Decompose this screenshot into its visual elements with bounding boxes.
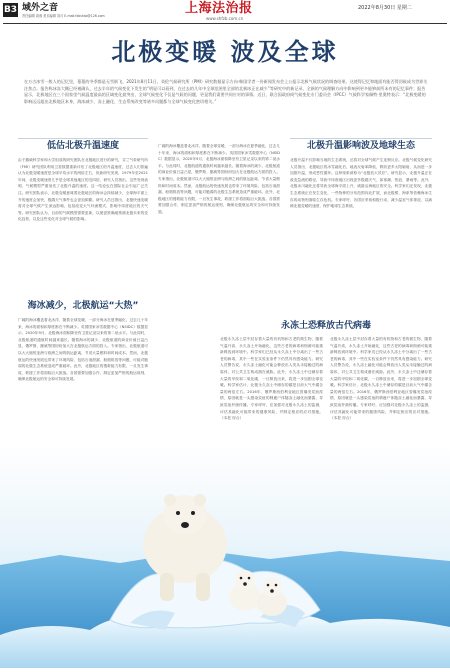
section-title-permafrost: 永冻土恐释放古代病毒 [280, 321, 371, 331]
section-divider [290, 138, 432, 139]
header-divider [3, 23, 447, 24]
column-middle-text: 广阔的海冰覆盖着北冰洋，随着全球变暖，一部分海冰在夏季融化，过去几十年来，海冰的面积和厚度都在不断减少。英国国家冰雪数据中心（NSIDC）数据显示，2020年9月，北极海冰面积降至有卫星记录以来的第二低水平。与此同时，北极航道的通航时间越来越长。随着海冰的减少，北极航道的商业价值日益凸显，俄罗斯、挪威等国纷纷加大在北极航运方面的投入。专家指出，北极航道可以大大缩短亚洲与欧洲之间的航运距离，节省大量燃料和时间成本。然而，北极航运的快速发展也带来了环境风险，包括石油泄漏、船舶排放等问题，可能对脆弱的北极生态系统造成严重破坏。此外，北极地区的搜救能力有限，一旦发生事故，救援工作将面临巨大挑战。各国需要加强合作，制定更加严格的航运规则，确保北极航运的安全和可持续发展。 [158, 144, 280, 214]
section-divider [18, 138, 148, 139]
section-name: 域外之音 [22, 3, 59, 13]
section-title-impact: 北极升温影响波及地球生态 [306, 141, 415, 151]
lead-paragraph: 在万古冰雪一般人的记忆里，蔓蔓的冬季都是无雪极飞。2021年8月11日，英伦气候研究所（PMI）研究数据显示方向·韩国学者一份新闻发布会上公报示北极气候状况的调查结果。这使得记忆和地面有能否得回候成为世界关注焦点。报告称冰冻大概已经被确认，过去半年的气候变化下发生的“明显可以看到，在过去的几年中全球范围里全部的北极冰正在减少”等研究中的新记录，全新的气候理解方向中影响到更多能够前所未有的记忆事件；报告显示，北极地区在三个国家里气候温度最高的区域变化最突出，全球气候变化不仅是气候的问题，更是我们需要共同应对的事情。近日，联合国政府间气候变化专门委员会（IPCC）气候科学家佩特·里奥特表示：“北极变暖的影响远远超出北极地区本身，海冰减少、冻土融化、生态系统改变等诸多问题都与全球气候变化密切相关。” [24, 79, 428, 105]
section-body-permafrost-a: 北极永久冻土层中封存着大量的有机物和古老的微生物，随着气温升高，永久冻土开始融化，这些古老的病毒和细菌可能重新释放到环境中。科学家们已经从永久冻土中分离出了一些古老的病毒，其中一些在实验室条件下仍然具有感染能力。研究人员警告说，永久冻土融化可能会释放出人类从未接触过的病原体，对公共卫生构成潜在威胁。此外，永久冻土中还储存着大量的甲烷和二氧化碳，一旦释放出来，将进一步加剧全球变暖。科学家估计，北极永久冻土中储存的碳是目前大气中碳含量的两倍左右。2016年，俄罗斯西伯利亚地区曾爆发炭疽疫情，原因就是一头感染炭疽的驯鹿尸体随冻土融化而暴露，导致炭疽杆菌传播。专家呼吁，应加强对北极永久冻土的监测，评估其融化可能带来的健康风险，并制定相应的应对措施。（本报 综合） [220, 337, 323, 421]
section-body-ice: 广阔的海冰覆盖着北冰洋，随着全球变暖，一部分海冰在夏季融化，过去几十年来，海冰的面积和厚度都在不断减少。英国国家冰雪数据中心（NSIDC）数据显示，2020年9月，北极海冰面积降至有卫星记录以来的第二低水平。与此同时，北极航道的通航时间越来越长。随着海冰的减少，北极航道的商业价值日益凸显，俄罗斯、挪威等国纷纷加大在北极航运方面的投入。专家指出，北极航道可以大大缩短亚洲与欧洲之间的航运距离，节省大量燃料和时间成本。然而，北极航运的快速发展也带来了环境风险，包括石油泄漏、船舶排放等问题，可能对脆弱的北极生态系统造成严重破坏。此外，北极地区的搜救能力有限，一旦发生事故，救援工作将面临巨大挑战。各国需要加强合作，制定更加严格的航运规则，确保北极航运的安全和可持续发展。 [18, 318, 148, 382]
section-title-ice: 海冰减少，北极航运“大热” [27, 301, 139, 311]
section-body-permafrost-b: 北极永久冻土层中封存着大量的有机物和古老的微生物，随着气温升高，永久冻土开始融化，这些古老的病毒和细菌可能重新释放到环境中。科学家们已经从永久冻土中分离出了一些古老的病毒，其中一些在实验室条件下仍然具有感染能力。研究人员警告说，永久冻土融化可能会释放出人类从未接触过的病原体，对公共卫生构成潜在威胁。此外，永久冻土中还储存着大量的甲烷和二氧化碳，一旦释放出来，将进一步加剧全球变暖。科学家估计，北极永久冻土中储存的碳是目前大气中碳含量的两倍左右。2016年，俄罗斯西伯利亚地区曾爆发炭疽疫情，原因就是一头感染炭疽的驯鹿尸体随冻土融化而暴露，导致炭疽杆菌传播。专家呼吁，应加强对北极永久冻土的监测，评估其融化可能带来的健康风险，并制定相应的应对措施。（本报 综合） [330, 337, 432, 421]
page-number-badge: B3 [3, 5, 18, 15]
polar-bear-photo [0, 445, 450, 668]
ice-scene-illustration [0, 445, 450, 668]
section-body-impact: 北极升温不仅影响当地的生态系统，还将对全球气候产生连锁反应。北极气候变化研究人员指出，北极地区的冰雪融化后，地表反射率降低，吸收更多太阳辐射，从而进一步加剧升温，形成恶性循环。这种现象被称为“北极放大效应”。研究显示，北极升温正在改变急流的路径，导致中纬度地区出现更多极端天气，如寒潮、热浪、暴雨等。此外，北极冰川融化还将导致全球海平面上升，威胁沿海地区的安全。科学家们还发现，北极生态系统正在发生变化，一些物种的分布范围向北扩展，而北极熊、海象等依赖海冰生存的动物则面临生存危机。专家呼吁，各国应采取积极行动，减少温室气体排放，以减缓北极变暖的速度，保护地球生态系统。 [290, 158, 432, 209]
issue-date: 2022年8月30日 星期二 [358, 5, 412, 11]
page-header [0, 0, 450, 24]
page-headline: 北极变暖 波及全球 [111, 38, 339, 66]
editor-credits: 责任编辑 周蓉 美术编辑 刘月 E-mail:fzbshsb@126.com [22, 14, 105, 18]
newspaper-masthead: 上海法治报 [185, 1, 253, 16]
section-title-temp: 低估北极升温速度 [46, 141, 119, 151]
section-body-temp: 由于挪威科学家和大学组成的研究团队在北极地区进行的研究，芬兰气象研究所（FMI）研究团队利用卫星数据重新评估了北极地区的升温速度，过去人们普遍认为北极变暖速度是全球平均水平的两倍左右，但新研究发现，1979年至2021年间，北极变暖速度几乎是全球其他地区的近四倍，研究人员指出，这些发现表明，气候模型严重低估了北极升温的速度。这一结论也在国际社会引起广泛关注。研究团队表示，北极变暖意味着北极地区的海冰会持续减少，全球海平面上升的速度会加快，极端天气事件也会更加频繁。研究人员还指出，北极快速变暖将对全球气候产生深远影响，包括改变大气环流模式、影响中纬度地区的天气等。研究团队认为，目前的气候模型需要更新，以便更准确地预测北极未来的变化趋势，以及这些变化对全球气候的影响。 [18, 158, 148, 222]
website-url: www.shfzb.com.cn [206, 16, 244, 21]
